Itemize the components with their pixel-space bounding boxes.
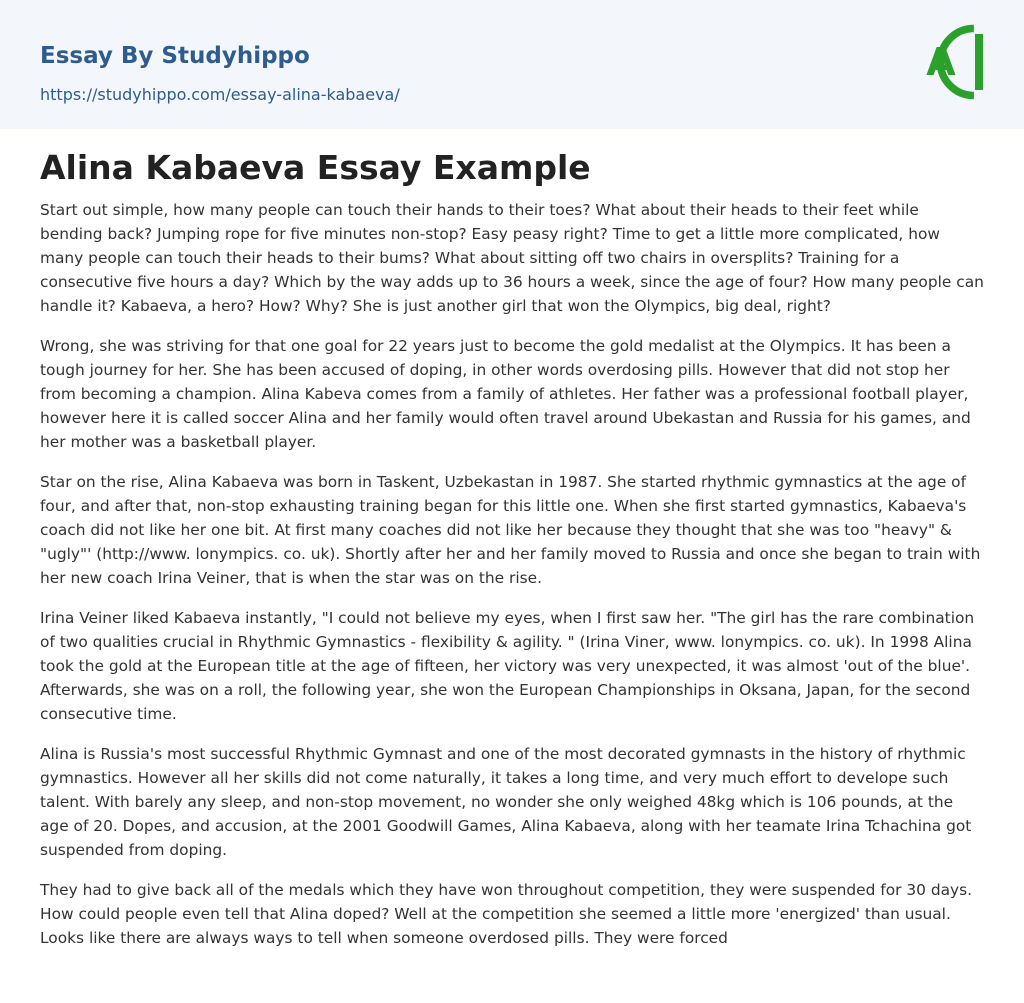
site-title[interactable]: Essay By Studyhippo bbox=[40, 43, 310, 69]
logo-letter: A bbox=[926, 40, 956, 84]
essay-title: Alina Kabaeva Essay Example bbox=[40, 148, 591, 187]
studyhippo-logo-icon[interactable] bbox=[913, 20, 985, 104]
site-header bbox=[0, 0, 1024, 129]
essay-content bbox=[40, 144, 984, 966]
logo-bar bbox=[975, 34, 983, 90]
essay-paragraph: They had to give back all of the medals which they have won throughout competition, they were suspended for 30 days. How could people even tell that Alina doped? Well at the competition she seemed a little more 'energized' than usual. Looks like there are always ways to tell when someone overdosed pills. They were forced bbox=[40, 881, 973, 947]
essay-paragraph: Start out simple, how many people can touch their hands to their toes? What about their heads to their feet while bending back? Jumping rope for five minutes non-stop? Easy peasy right? Time to get a little more complicated, how many people can touch their heads to their bums? What about sitting off two chairs in oversplits? Training for a consecutive five hours a day? Which by the way adds up to 36 hours a week, since the age of four? How many people can handle it? Kabaeva, a hero? How? Why? She is just another girl that won the Olympics, big deal, right? bbox=[40, 201, 984, 315]
essay-paragraph: Wrong, she was striving for that one goal for 22 years just to become the gold medalist at the Olympics. It has been a tough journey for her. She has been accused of doping, in other words overdosing pills. However that did not stop her from becoming a champion. Alina Kabeva comes from a family of athletes. Her father was a professional football player, however here it is called soccer Alina and her family would often travel around Ubekastan and Russia for his games, and her mother was a basketball player. bbox=[40, 337, 971, 451]
essay-url-link[interactable]: https://studyhippo.com/essay-alina-kabaeva/ bbox=[40, 85, 400, 104]
essay-paragraph: Irina Veiner liked Kabaeva instantly, "I could not believe my eyes, when I first saw her. "The girl has the rare combination of two qualities crucial in Rhythmic Gymnastics - flexibility & agility. " (Irina Viner, www. lonympics. co. uk). In 1998 Alina took the gold at the European title at the age of fifteen, her victory was very unexpected, it was almost 'out of the blue'. Afterwards, she was on a roll, the following year, she won the European Championships in Oksana, Japan, for the second consecutive time. bbox=[40, 609, 975, 723]
essay-paragraph: Star on the rise, Alina Kabaeva was born in Taskent, Uzbekastan in 1987. She started rhythmic gymnastics at the age of four, and after that, non-stop exhausting training began for this little one. When she first started gymnastics, Kabaeva's coach did not like her one bit. At first many coaches did not like her because they thought that she was too "heavy" & "ugly"' (http://www. lonympics. co. uk). Shortly after her and her family moved to Russia and once she began to train with her new coach Irina Veiner, that is when the star was on the rise. bbox=[40, 473, 981, 587]
essay-paragraph: Alina is Russia's most successful Rhythmic Gymnast and one of the most decorated gymnasts in the history of rhythmic gymnastics. However all her skills did not come naturally, it takes a long time, and very much effort to develope such talent. With barely any sleep, and non-stop movement, no wonder she only weighed 48kg which is 106 pounds, at the age of 20. Dopes, and accusion, at the 2001 Goodwill Games, Alina Kabaeva, along with her teamate Irina Tchachina got suspended from doping. bbox=[40, 745, 972, 859]
